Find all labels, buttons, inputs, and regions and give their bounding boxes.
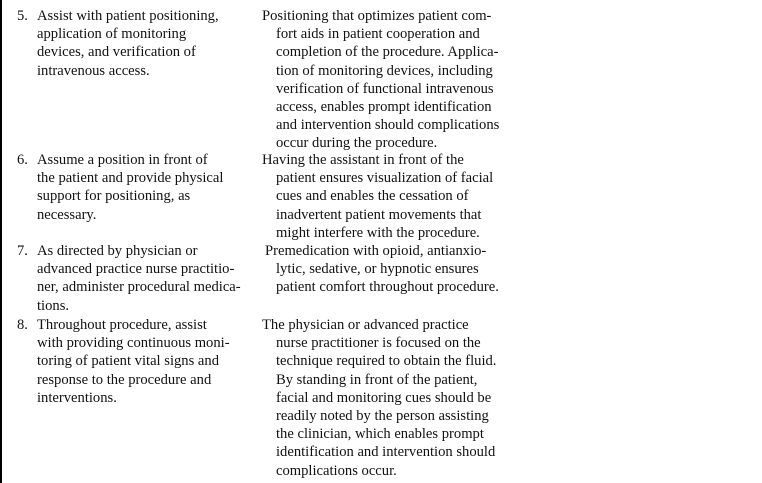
step-number: 8.	[17, 317, 28, 333]
step-action	[37, 242, 252, 315]
action-line: toring of patient vital signs and	[37, 353, 219, 370]
action-line: tions.	[37, 297, 70, 314]
rationale-line: Premedication with opioid, antianxio-	[265, 243, 487, 259]
rationale-line: tion of monitoring devices, including	[276, 62, 493, 79]
action-line: necessary.	[37, 206, 97, 223]
rationale-line: fort aids in patient cooperation and	[276, 26, 480, 43]
step-rationale	[262, 316, 522, 480]
rationale-line: identification and intervention should	[276, 444, 496, 461]
action-line: with providing continuous moni-	[37, 335, 230, 352]
action-line: Assist with patient positioning,	[37, 8, 219, 24]
action-line: advanced practice nurse practitio-	[37, 261, 235, 278]
rationale-line: and intervention should complications	[276, 117, 500, 134]
rationale-line: Positioning that optimizes patient com-	[262, 8, 492, 24]
rationale-line: complications occur.	[276, 462, 397, 479]
step-number: 7.	[17, 243, 28, 259]
rationale-line: patient comfort throughout procedure.	[276, 279, 499, 296]
rationale-line: By standing in front of the patient,	[276, 371, 478, 388]
rationale-line: facial and monitoring cues should be	[276, 389, 492, 406]
step-action	[37, 316, 252, 407]
action-line: the patient and provide physical	[37, 170, 224, 187]
step-number: 5.	[17, 8, 28, 24]
rationale-line: occur during the procedure.	[276, 135, 438, 152]
action-line: Assume a position in front of	[37, 152, 208, 168]
action-line: devices, and verification of	[37, 44, 196, 61]
rationale-line: might interfere with the procedure.	[276, 224, 480, 241]
rationale-line: technique required to obtain the fluid.	[276, 353, 497, 370]
rationale-line: completion of the procedure. Applica-	[276, 44, 499, 61]
rationale-line: patient ensures visualization of facial	[276, 170, 494, 187]
action-line: ner, administer procedural medica-	[37, 279, 241, 296]
left-margin-rule	[0, 0, 2, 483]
rationale-line: The physician or advanced practice	[262, 317, 469, 333]
step-action	[37, 151, 252, 224]
rationale-line: verification of functional intravenous	[276, 80, 494, 97]
step-rationale	[262, 151, 522, 242]
rationale-line: Having the assistant in front of the	[262, 152, 464, 168]
rationale-line: inadvertent patient movements that	[276, 206, 482, 223]
step-number: 6.	[17, 152, 28, 168]
rationale-line: readily noted by the person assisting	[276, 408, 489, 425]
rationale-line: the clinician, which enables prompt	[276, 426, 484, 443]
rationale-line: access, enables prompt identification	[276, 99, 492, 116]
action-line: response to the procedure and	[37, 371, 212, 388]
rationale-line: nurse practitioner is focused on the	[276, 335, 481, 352]
step-action	[37, 7, 252, 80]
action-line: As directed by physician or	[37, 243, 198, 259]
step-rationale	[262, 242, 522, 297]
action-line: support for positioning, as	[37, 188, 191, 205]
rationale-line: lytic, sedative, or hypnotic ensures	[276, 261, 479, 278]
rationale-line: cues and enables the cessation of	[276, 188, 469, 205]
action-line: application of monitoring	[37, 26, 187, 43]
action-line: intravenous access.	[37, 62, 150, 79]
action-line: Throughout procedure, assist	[37, 317, 207, 333]
step-rationale	[262, 7, 522, 153]
action-line: interventions.	[37, 389, 117, 406]
